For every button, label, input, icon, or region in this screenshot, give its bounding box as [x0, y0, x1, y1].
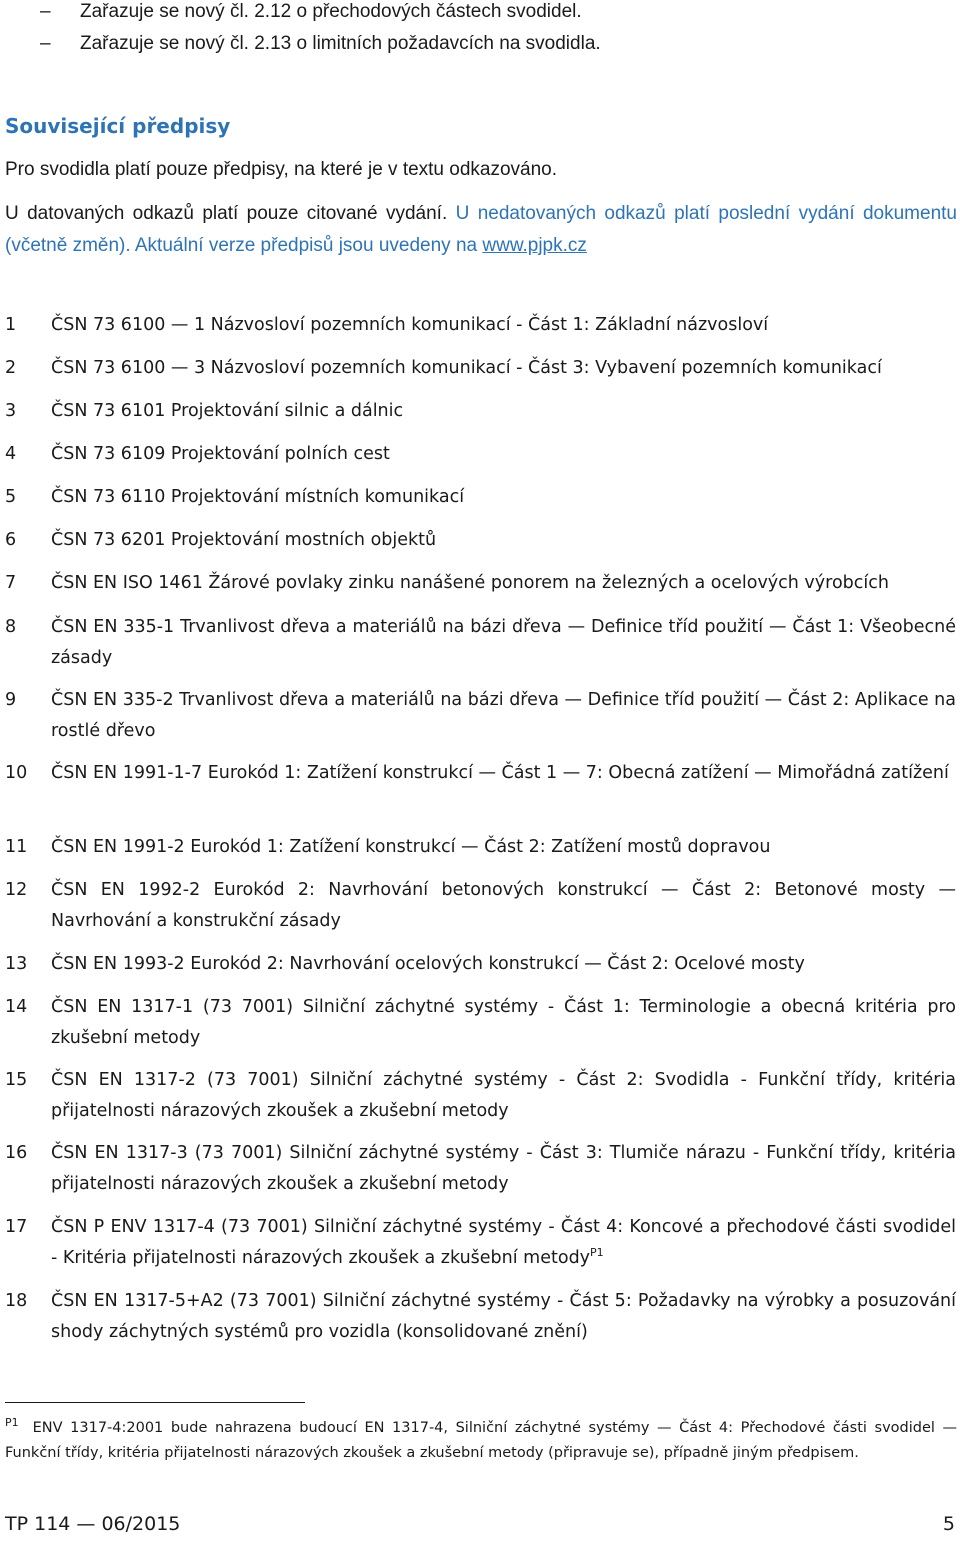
- reference-text: ČSN EN 1317-3 (73 7001) Silniční záchytné systémy - Část 3: Tlumiče nárazu - Funkční třídy, kritéria přijatelnosti nárazových zkoušek a zkušební metody: [51, 1143, 956, 1194]
- reference-text: ČSN 73 6100 — 1 Názvosloví pozemních komunikací - Část 1: Základní názvosloví: [51, 315, 769, 335]
- reference-text: ČSN EN 1991-1-7 Eurokód 1: Zatížení konstrukcí — Část 1 — 7: Obecná zatížení — Mimořádná zatížení: [51, 763, 949, 783]
- footnote-separator: [5, 1402, 305, 1403]
- reference-text: ČSN 73 6201 Projektování mostních objektů: [51, 530, 437, 550]
- reference-number: 7: [5, 573, 17, 593]
- reference-number: 13: [5, 954, 28, 974]
- reference-number: 2: [5, 358, 17, 378]
- reference-text: ČSN EN 1317-5+A2 (73 7001) Silniční záchytné systémy - Část 5: Požadavky na výrobky a posuzování shody záchytných systémů pro vozidla (konsolidované znění): [51, 1291, 956, 1342]
- reference-text: ČSN 73 6101 Projektování silnic a dálnic: [51, 401, 404, 421]
- reference-number: 17: [5, 1217, 28, 1237]
- page-number: 5: [942, 1513, 955, 1535]
- reference-text: ČSN EN 1992-2 Eurokód 2: Navrhování betonových konstrukcí — Část 2: Betonové mosty — Navrhování a konstrukční zásady: [51, 880, 956, 931]
- footnote: [5, 1416, 957, 1466]
- paragraph: Pro svodidla platí pouze předpisy, na které je v textu odkazováno.: [5, 159, 558, 180]
- list-item: [40, 32, 601, 56]
- reference-number: 18: [5, 1291, 28, 1311]
- list-item-text: Zařazuje se nový čl. 2.12 o přechodových částech svodidel.: [80, 1, 582, 22]
- footnote-marker: P1: [590, 1246, 604, 1259]
- document-id: TP 114 — 06/2015: [5, 1513, 181, 1535]
- pjpk-link[interactable]: www.pjpk.cz: [482, 235, 587, 256]
- reference-text: ČSN EN 1317-2 (73 7001) Silniční záchytné systémy - Část 2: Svodidla - Funkční třídy, kritéria přijatelnosti nárazových zkoušek a zkušební metody: [51, 1070, 956, 1121]
- paragraph: [5, 198, 957, 262]
- reference-number: 12: [5, 880, 28, 900]
- reference-number: 8: [5, 617, 17, 637]
- paragraph-text: U nedatovaných odkazů platí poslední vydání dokumentu (včetně změn). Aktuální verze předpisů jsou uvedeny na: [5, 203, 957, 256]
- reference-number: 15: [5, 1070, 28, 1090]
- reference-number: 11: [5, 837, 28, 857]
- reference-text: ČSN 73 6100 — 3 Názvosloví pozemních komunikací - Část 3: Vybavení pozemních komunikací: [51, 358, 882, 378]
- reference-text: ČSN EN 335-1 Trvanlivost dřeva a materiálů na bázi dřeva — Definice tříd použití — Část 1: Všeobecné zásady: [51, 617, 956, 668]
- reference-text: ČSN 73 6110 Projektování místních komunikací: [51, 487, 465, 507]
- reference-number: 16: [5, 1143, 28, 1163]
- reference-number: 9: [5, 690, 17, 710]
- footnote-text: ENV 1317-4:2001 bude nahrazena budoucí EN 1317-4, Silniční záchytné systémy — Část 4: Přechodové části svodidel — Funkční třídy, kritéria přijatelnosti nárazových zkoušek a zkušební metody (připravuje se), případně jiným předpisem.: [5, 1420, 957, 1461]
- list-item: [40, 0, 582, 24]
- reference-number: 10: [5, 763, 28, 783]
- reference-number: 5: [5, 487, 17, 507]
- reference-text: ČSN EN 1317-1 (73 7001) Silniční záchytné systémy - Část 1: Terminologie a obecná kritéria pro zkušební metody: [51, 997, 956, 1048]
- reference-text: ČSN EN ISO 1461 Žárové povlaky zinku nanášené ponorem na železných a ocelových výrobcích: [51, 573, 889, 593]
- reference-text: ČSN EN 1993-2 Eurokód 2: Navrhování ocelových konstrukcí — Část 2: Ocelové mosty: [51, 954, 805, 974]
- reference-text: [51, 1212, 956, 1274]
- dash-bullet: –: [40, 1, 51, 22]
- dash-bullet: –: [40, 33, 51, 54]
- footnote-mark: P1: [5, 1416, 19, 1429]
- reference-text: ČSN 73 6109 Projektování polních cest: [51, 444, 390, 464]
- reference-number: 3: [5, 401, 17, 421]
- reference-text: ČSN EN 335-2 Trvanlivost dřeva a materiálů na bázi dřeva — Definice tříd použití — Část 2: Aplikace na rostlé dřevo: [51, 690, 956, 741]
- list-item-text: Zařazuje se nový čl. 2.13 o limitních požadavcích na svodidla.: [80, 33, 601, 54]
- paragraph-text: U datovaných odkazů platí pouze citované vydání.: [5, 203, 456, 224]
- reference-text: ČSN EN 1991-2 Eurokód 1: Zatížení konstrukcí — Část 2: Zatížení mostů dopravou: [51, 837, 771, 857]
- reference-number: 1: [5, 315, 17, 335]
- reference-number: 6: [5, 530, 17, 550]
- reference-number: 4: [5, 444, 17, 464]
- reference-text-body: ČSN P ENV 1317-4 (73 7001) Silniční záchytné systémy - Část 4: Koncové a přechodové části svodidel - Kritéria přijatelnosti nárazových zkoušek a zkušební metody: [51, 1217, 956, 1268]
- section-heading: Související předpisy: [5, 114, 231, 138]
- reference-number: 14: [5, 997, 28, 1017]
